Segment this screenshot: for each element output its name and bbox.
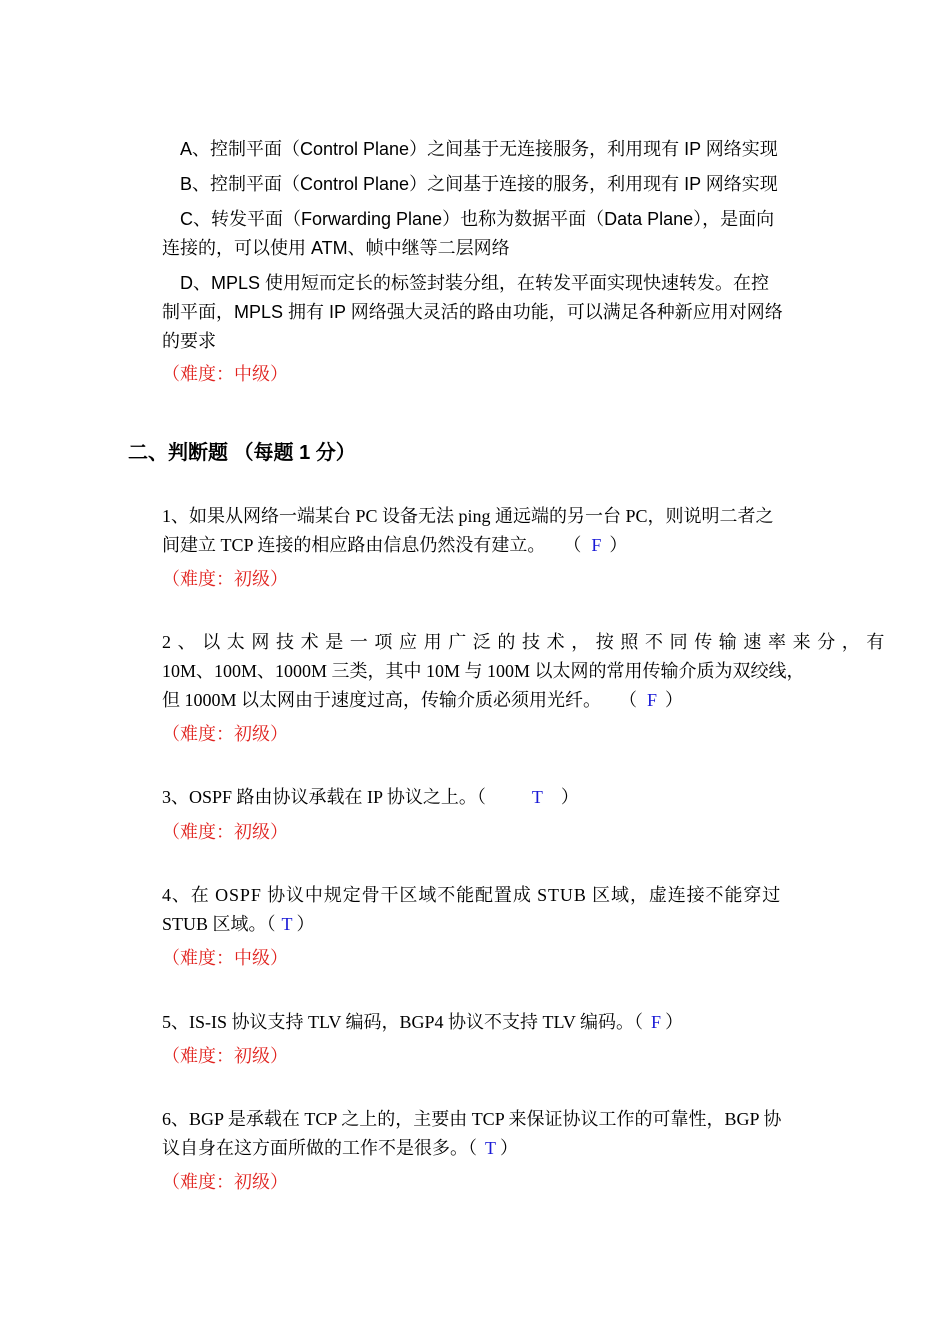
option-b: B、控制平面（Control Plane）之间基于连接的服务，利用现有 IP 网络实现 xyxy=(180,174,778,194)
question-4-difficulty: （难度：中级） xyxy=(162,948,288,968)
question-5-difficulty: （难度：初级） xyxy=(162,1046,288,1066)
option-d-line-1: D、MPLS 使用短而定长的标签封装分组，在转发平面实现快速转发。在控 xyxy=(180,273,770,293)
question-6-text: 议自身在这方面所做的工作不是很多。（ xyxy=(162,1138,477,1158)
question-6-line-2 xyxy=(162,1136,518,1160)
option-difficulty: （难度：中级） xyxy=(162,364,288,384)
question-6-difficulty: （难度：初级） xyxy=(162,1172,288,1192)
question-3-text: 3、OSPF 路由协议承载在 IP 协议之上。（ xyxy=(162,787,486,807)
question-2-line-3 xyxy=(162,688,683,712)
question-5-answer: F xyxy=(651,1012,662,1032)
option-d-line-3: 的要求 xyxy=(162,331,216,351)
question-4-line-2 xyxy=(162,912,315,936)
question-5-text: 5、IS-IS 协议支持 TLV 编码，BGP4 协议不支持 TLV 编码。（ xyxy=(162,1012,644,1032)
question-1-line-1: 1、如果从网络一端某台 PC 设备无法 ping 通远端的另一台 PC，则说明二者之 xyxy=(162,506,774,526)
question-2-line-1 xyxy=(162,630,891,654)
question-4-line-1-text: 4、在 OSPF 协议中规定骨干区域不能配置成 STUB 区域，虚连接不能穿过 xyxy=(162,885,782,905)
question-6-close: ） xyxy=(500,1138,518,1158)
question-1-answer: F xyxy=(591,535,602,555)
question-2-difficulty: （难度：初级） xyxy=(162,724,288,744)
section-title: 二、判断题 （每题 1 分） xyxy=(128,442,356,464)
question-5-close: ） xyxy=(665,1012,684,1032)
question-3-answer: T xyxy=(531,787,543,807)
option-a: A、控制平面（Control Plane）之间基于无连接服务，利用现有 IP 网络实现 xyxy=(180,139,778,159)
question-1-close: ） xyxy=(609,535,628,555)
question-1-difficulty: （难度：初级） xyxy=(162,569,288,589)
question-4-text: STUB 区域。（ xyxy=(162,914,276,934)
question-3-line-1 xyxy=(162,785,579,809)
question-2-line-1-text: 2、以太网技术是一项应用广泛的技术，按照不同传输速率来分，有 xyxy=(162,632,891,652)
question-6-line-1: 6、BGP 是承载在 TCP 之上的，主要由 TCP 来保证协议工作的可靠性，BGP 协 xyxy=(162,1109,782,1129)
option-c-line-2: 连接的，可以使用 ATM、帧中继等二层网络 xyxy=(162,238,510,258)
question-3-difficulty: （难度：初级） xyxy=(162,822,288,842)
question-4-answer: T xyxy=(281,914,293,934)
question-4-line-1 xyxy=(162,883,781,907)
question-2-text: 但 1000M 以太网由于速度过高，传输介质必须用光纤。 （ xyxy=(162,690,638,710)
question-3-close: ） xyxy=(560,787,579,807)
question-1-text: 间建立 TCP 连接的相应路由信息仍然没有建立。 （ xyxy=(162,535,582,555)
question-5-line-1 xyxy=(162,1010,683,1034)
question-2-close: ） xyxy=(665,690,684,710)
question-4-close: ） xyxy=(296,914,315,934)
option-c-line-1: C、转发平面（Forwarding Plane）也称为数据平面（Data Plane），是面向 xyxy=(180,209,775,229)
question-1-line-2 xyxy=(162,533,627,557)
question-6-answer: T xyxy=(485,1138,496,1158)
option-d-line-2: 制平面，MPLS 拥有 IP 网络强大灵活的路由功能，可以满足各种新应用对网络 xyxy=(162,302,783,322)
question-2-answer: F xyxy=(647,690,658,710)
question-2-line-2: 10M、100M、1000M 三类，其中 10M 与 100M 以太网的常用传输介质为双绞线， xyxy=(162,661,805,681)
